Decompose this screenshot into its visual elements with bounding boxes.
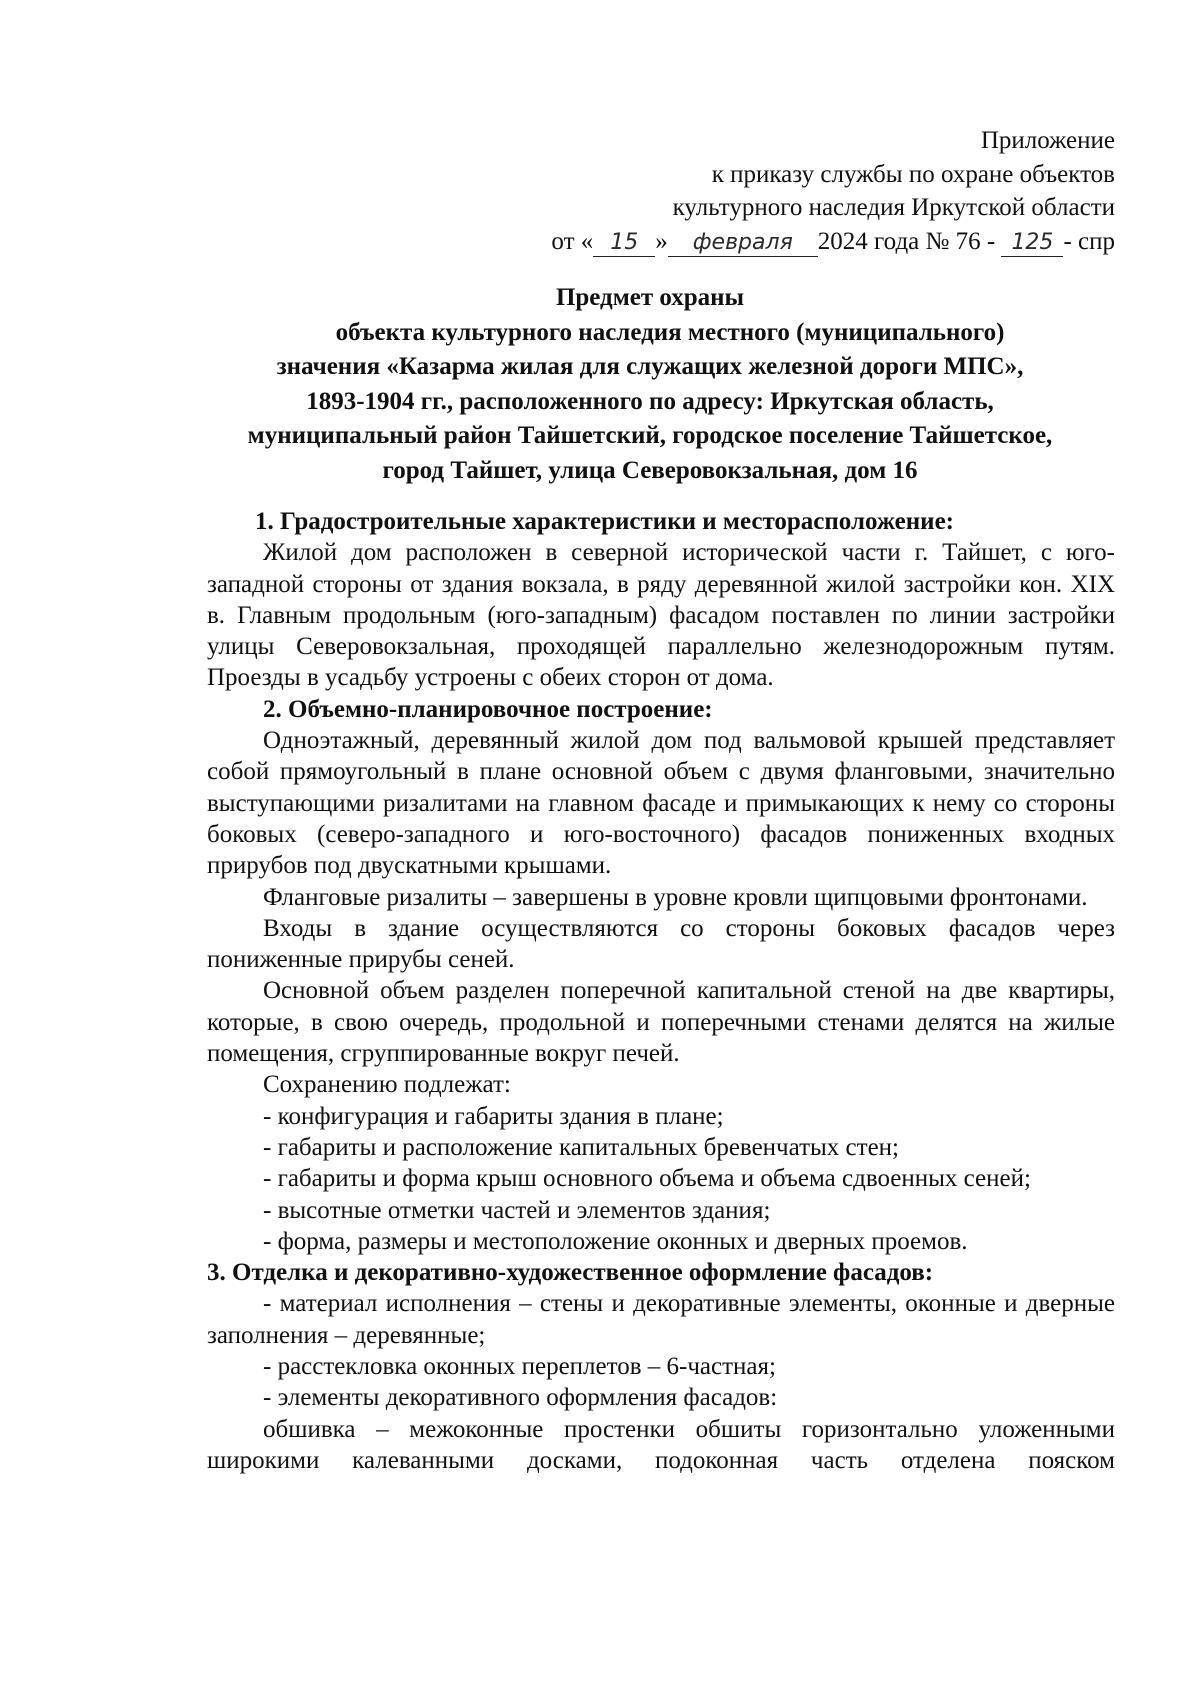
section-2-paragraph-2: Фланговые ризалиты – завершены в уровне кровли щипцовыми фронтонами. bbox=[263, 883, 1088, 911]
title-line-5: муниципальный район Тайшетский, городское поселение Тайшетское, bbox=[247, 422, 1053, 449]
section-2-paragraph-3: Входы в здание осуществляются со стороны боковых фасадов через пониженные прирубы сеней. bbox=[207, 914, 1115, 974]
title-line-2: объекта культурного наследия местного (муниципального) bbox=[335, 318, 1005, 346]
title-line-4: 1893-1904 гг., расположенного по адресу: Иркутская область, bbox=[306, 387, 994, 415]
preserve-item-3: - габариты и форма крыш основного объема и объема сдвоенных сеней; bbox=[263, 1165, 1031, 1193]
order-quote-close: » bbox=[655, 227, 668, 255]
handwritten-order-number: 125 bbox=[1001, 230, 1063, 257]
finish-item-3: - элементы декоративного оформления фасадов: bbox=[263, 1384, 778, 1412]
appendix-order-ref: к приказу службы по охране объектов bbox=[711, 160, 1115, 188]
preserve-item-2: - габариты и расположение капитальных бревенчатых стен; bbox=[263, 1133, 899, 1161]
section-1-paragraph: Жилой дом расположен в северной исторической части г. Тайшет, с юго-западной стороны от здания вокзала, в ряду деревянной жилой застройки кон. XIX в. Главным продольным (юго-западным) фасадом поставлен по линии застройки улицы Северовокзальная, проходящей параллельно железнодорожным путям. Проезды в усадьбу устроены с обеих сторон от дома. bbox=[207, 539, 1115, 692]
appendix-authority: культурного наследия Иркутской области bbox=[672, 194, 1115, 221]
section-3-heading: 3. Отделка и декоративно-художественное оформление фасадов: bbox=[207, 1259, 934, 1287]
finish-item-1: - материал исполнения – стены и декоративные элементы, оконные и дверные заполнения – деревянные; bbox=[207, 1290, 1115, 1349]
order-prefix: от « bbox=[551, 227, 594, 255]
preserve-item-5: - форма, размеры и местоположение оконных и дверных проемов. bbox=[263, 1227, 968, 1255]
appendix-label: Приложение bbox=[980, 127, 1115, 154]
finish-item-2: - расстекловка оконных переплетов – 6-частная; bbox=[263, 1353, 776, 1381]
document-body bbox=[207, 506, 1115, 1476]
section-2-paragraph-1: Одноэтажный, деревянный жилой дом под вальмовой крышей представляет собой прямоугольный в плане основной объем с двумя фланговыми, значительно выступающими ризалитами на главном фасаде и примыкающих к нему со стороны боковых (северо-западного и юго-восточного) фасадов пониженных входных прирубов под двускатными крышами. bbox=[207, 727, 1115, 880]
order-year-text: 2024 года № 76 - bbox=[817, 227, 996, 255]
title-line-1: Предмет охраны bbox=[555, 284, 745, 311]
document-title bbox=[200, 281, 1100, 488]
title-line-3: значения «Казарма жилая для служащих железной дороги МПС», bbox=[276, 353, 1024, 380]
section-2-preserve-intro: Сохранению подлежат: bbox=[263, 1071, 511, 1099]
handwritten-day: 15 bbox=[593, 230, 655, 257]
preserve-item-4: - высотные отметки частей и элементов здания; bbox=[263, 1196, 771, 1224]
handwritten-month: февраля bbox=[668, 230, 818, 257]
order-suffix: - спр bbox=[1063, 227, 1115, 255]
title-line-6: город Тайшет, улица Северовокзальная, дом 16 bbox=[382, 456, 918, 484]
section-2-heading: 2. Объемно-планировочное построение: bbox=[263, 695, 713, 723]
preserve-item-1: - конфигурация и габариты здания в плане; bbox=[263, 1102, 724, 1130]
section-1-heading: 1. Градостроительные характеристики и месторасположение: bbox=[255, 508, 954, 535]
appendix-header bbox=[551, 124, 1115, 258]
section-2-paragraph-4: Основной объем разделен поперечной капитальной стеной на две квартиры, которые, в свою очередь, продольной и поперечными стенами делятся на жилые помещения, сгруппированные вокруг печей. bbox=[207, 977, 1115, 1068]
order-date-number bbox=[551, 225, 1115, 259]
section-3-paragraph: обшивка – межоконные простенки обшиты горизонтально уложенными широкими калеванными досками, подоконная часть отделена пояском bbox=[207, 1415, 1115, 1474]
